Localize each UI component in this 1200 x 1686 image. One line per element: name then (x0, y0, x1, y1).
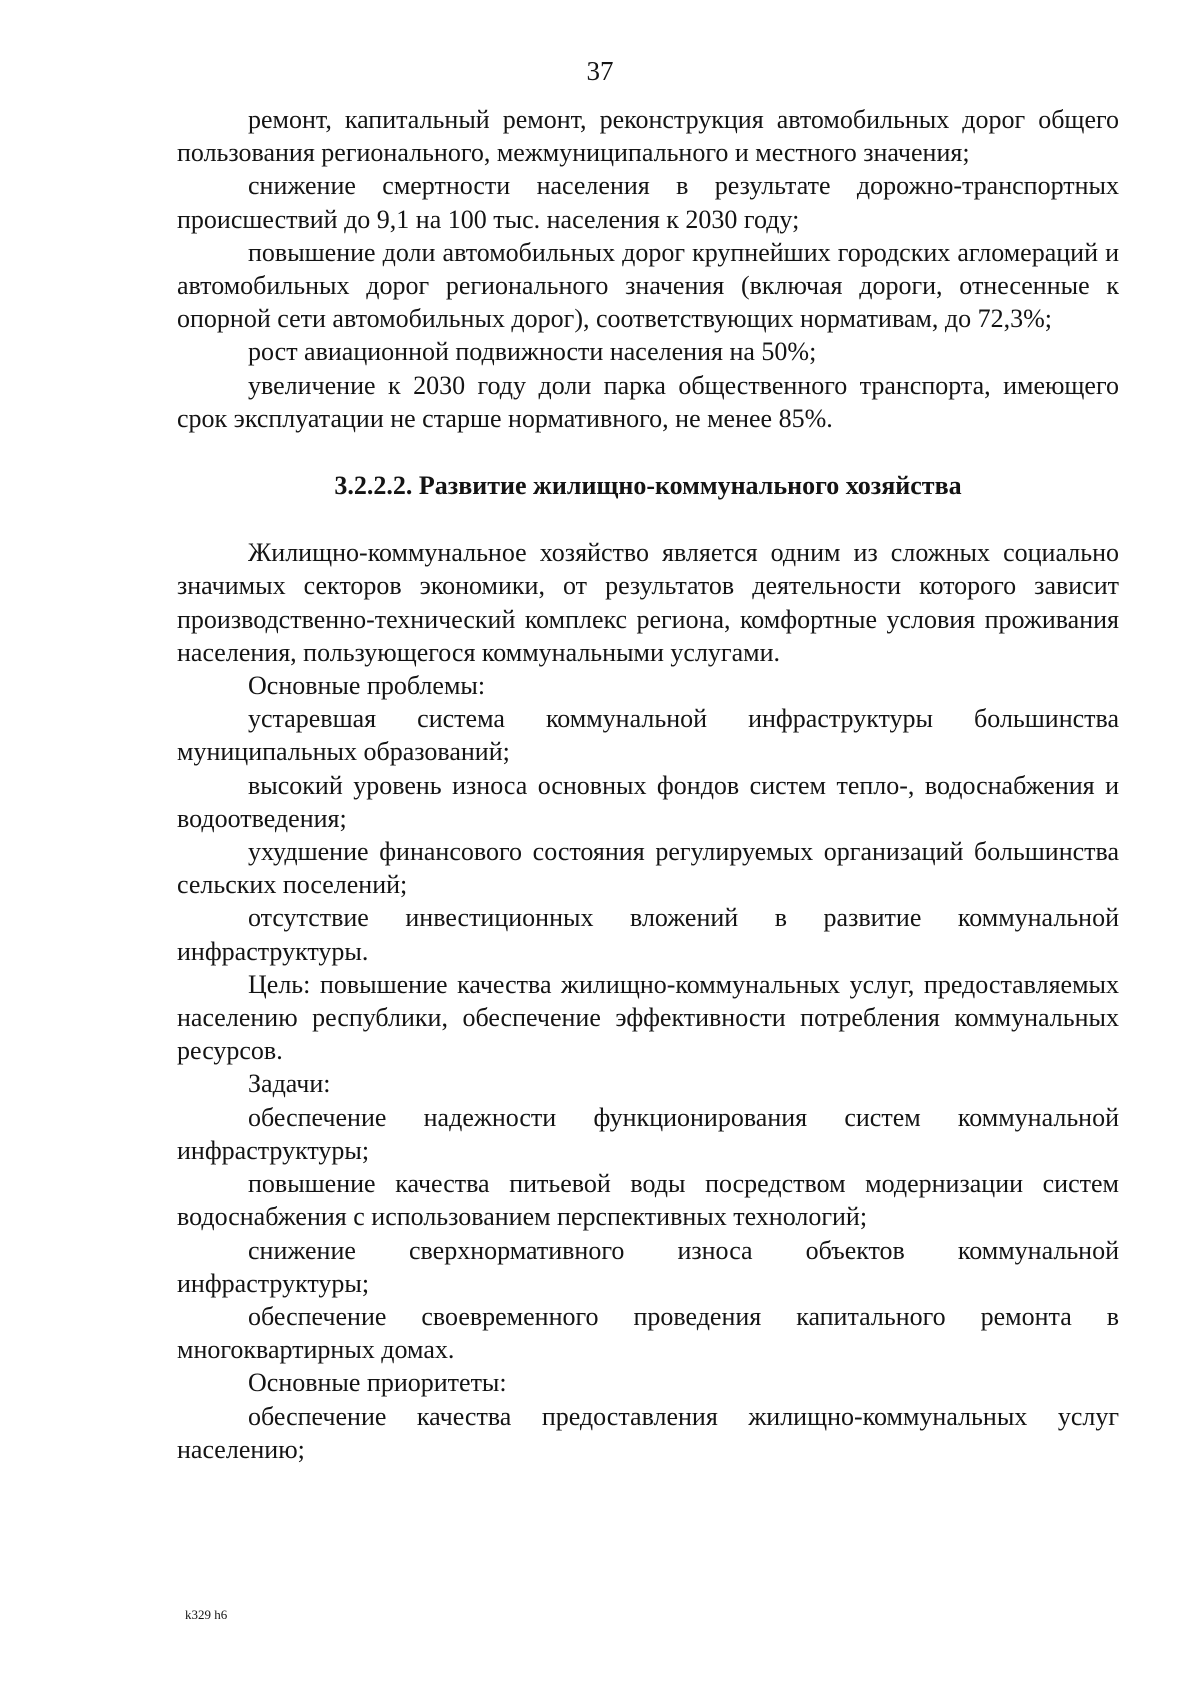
paragraph: устаревшая система коммунальной инфраструктуры большинства муниципальных образований; (177, 704, 1119, 767)
paragraph: снижение сверхнормативного износа объектов коммунальной инфраструктуры; (177, 1235, 1119, 1298)
paragraph: ухудшение финансового состояния регулируемых организаций большинства сельских поселений; (177, 837, 1119, 900)
paragraph: высокий уровень износа основных фондов систем тепло-, водоснабжения и водоотведения; (177, 770, 1119, 833)
paragraph: рост авиационной подвижности населения на 50%; (248, 337, 817, 367)
paragraph: Жилищно-коммунальное хозяйство является одним из сложных социально значимых секторов экономики, от результатов деятельности которого зависит производственно-технический комплекс региона, комфортные условия проживания населения, пользующегося коммунальными услугами. (177, 538, 1119, 667)
section-heading: 3.2.2.2. Развитие жилищно-коммунального хозяйства (334, 471, 962, 501)
paragraph: увеличение к 2030 году доли парка общественного транспорта, имеющего срок эксплуатации не старше нормативного, не менее 85%. (177, 370, 1119, 433)
paragraph: Основные приоритеты: (248, 1368, 507, 1398)
paragraph: отсутствие инвестиционных вложений в развитие коммунальной инфраструктуры. (177, 903, 1119, 966)
page-number: 37 (586, 56, 614, 86)
paragraph: Цель: повышение качества жилищно-коммунальных услуг, предоставляемых населению республики, обеспечение эффективности потребления коммунальных ресурсов. (177, 969, 1119, 1066)
paragraph: Основные проблемы: (248, 671, 486, 701)
footer-code: k329 h6 (185, 1607, 228, 1622)
paragraph: обеспечение качества предоставления жилищно-коммунальных услуг населению; (177, 1401, 1119, 1464)
paragraph: повышение доли автомобильных дорог крупнейших городских агломераций и автомобильных дорог регионального значения (включая дороги, отнесенные к опорной сети автомобильных дорог), соответствующих нормативам, до 72,3%; (177, 237, 1119, 334)
paragraph: ремонт, капитальный ремонт, реконструкция автомобильных дорог общего пользования регионального, межмуниципального и местного значения; (177, 105, 1119, 168)
paragraph: Задачи: (248, 1069, 331, 1099)
paragraph: снижение смертности населения в результате дорожно-транспортных происшествий до 9,1 на 100 тыс. населения к 2030 году; (177, 171, 1119, 234)
paragraph: обеспечение своевременного проведения капитального ремонта в многоквартирных домах. (177, 1301, 1119, 1365)
paragraph: обеспечение надежности функционирования систем коммунальной инфраструктуры; (177, 1102, 1119, 1165)
paragraph: повышение качества питьевой воды посредством модернизации систем водоснабжения с использованием перспективных технологий; (177, 1169, 1119, 1232)
document-body (177, 103, 1119, 1466)
